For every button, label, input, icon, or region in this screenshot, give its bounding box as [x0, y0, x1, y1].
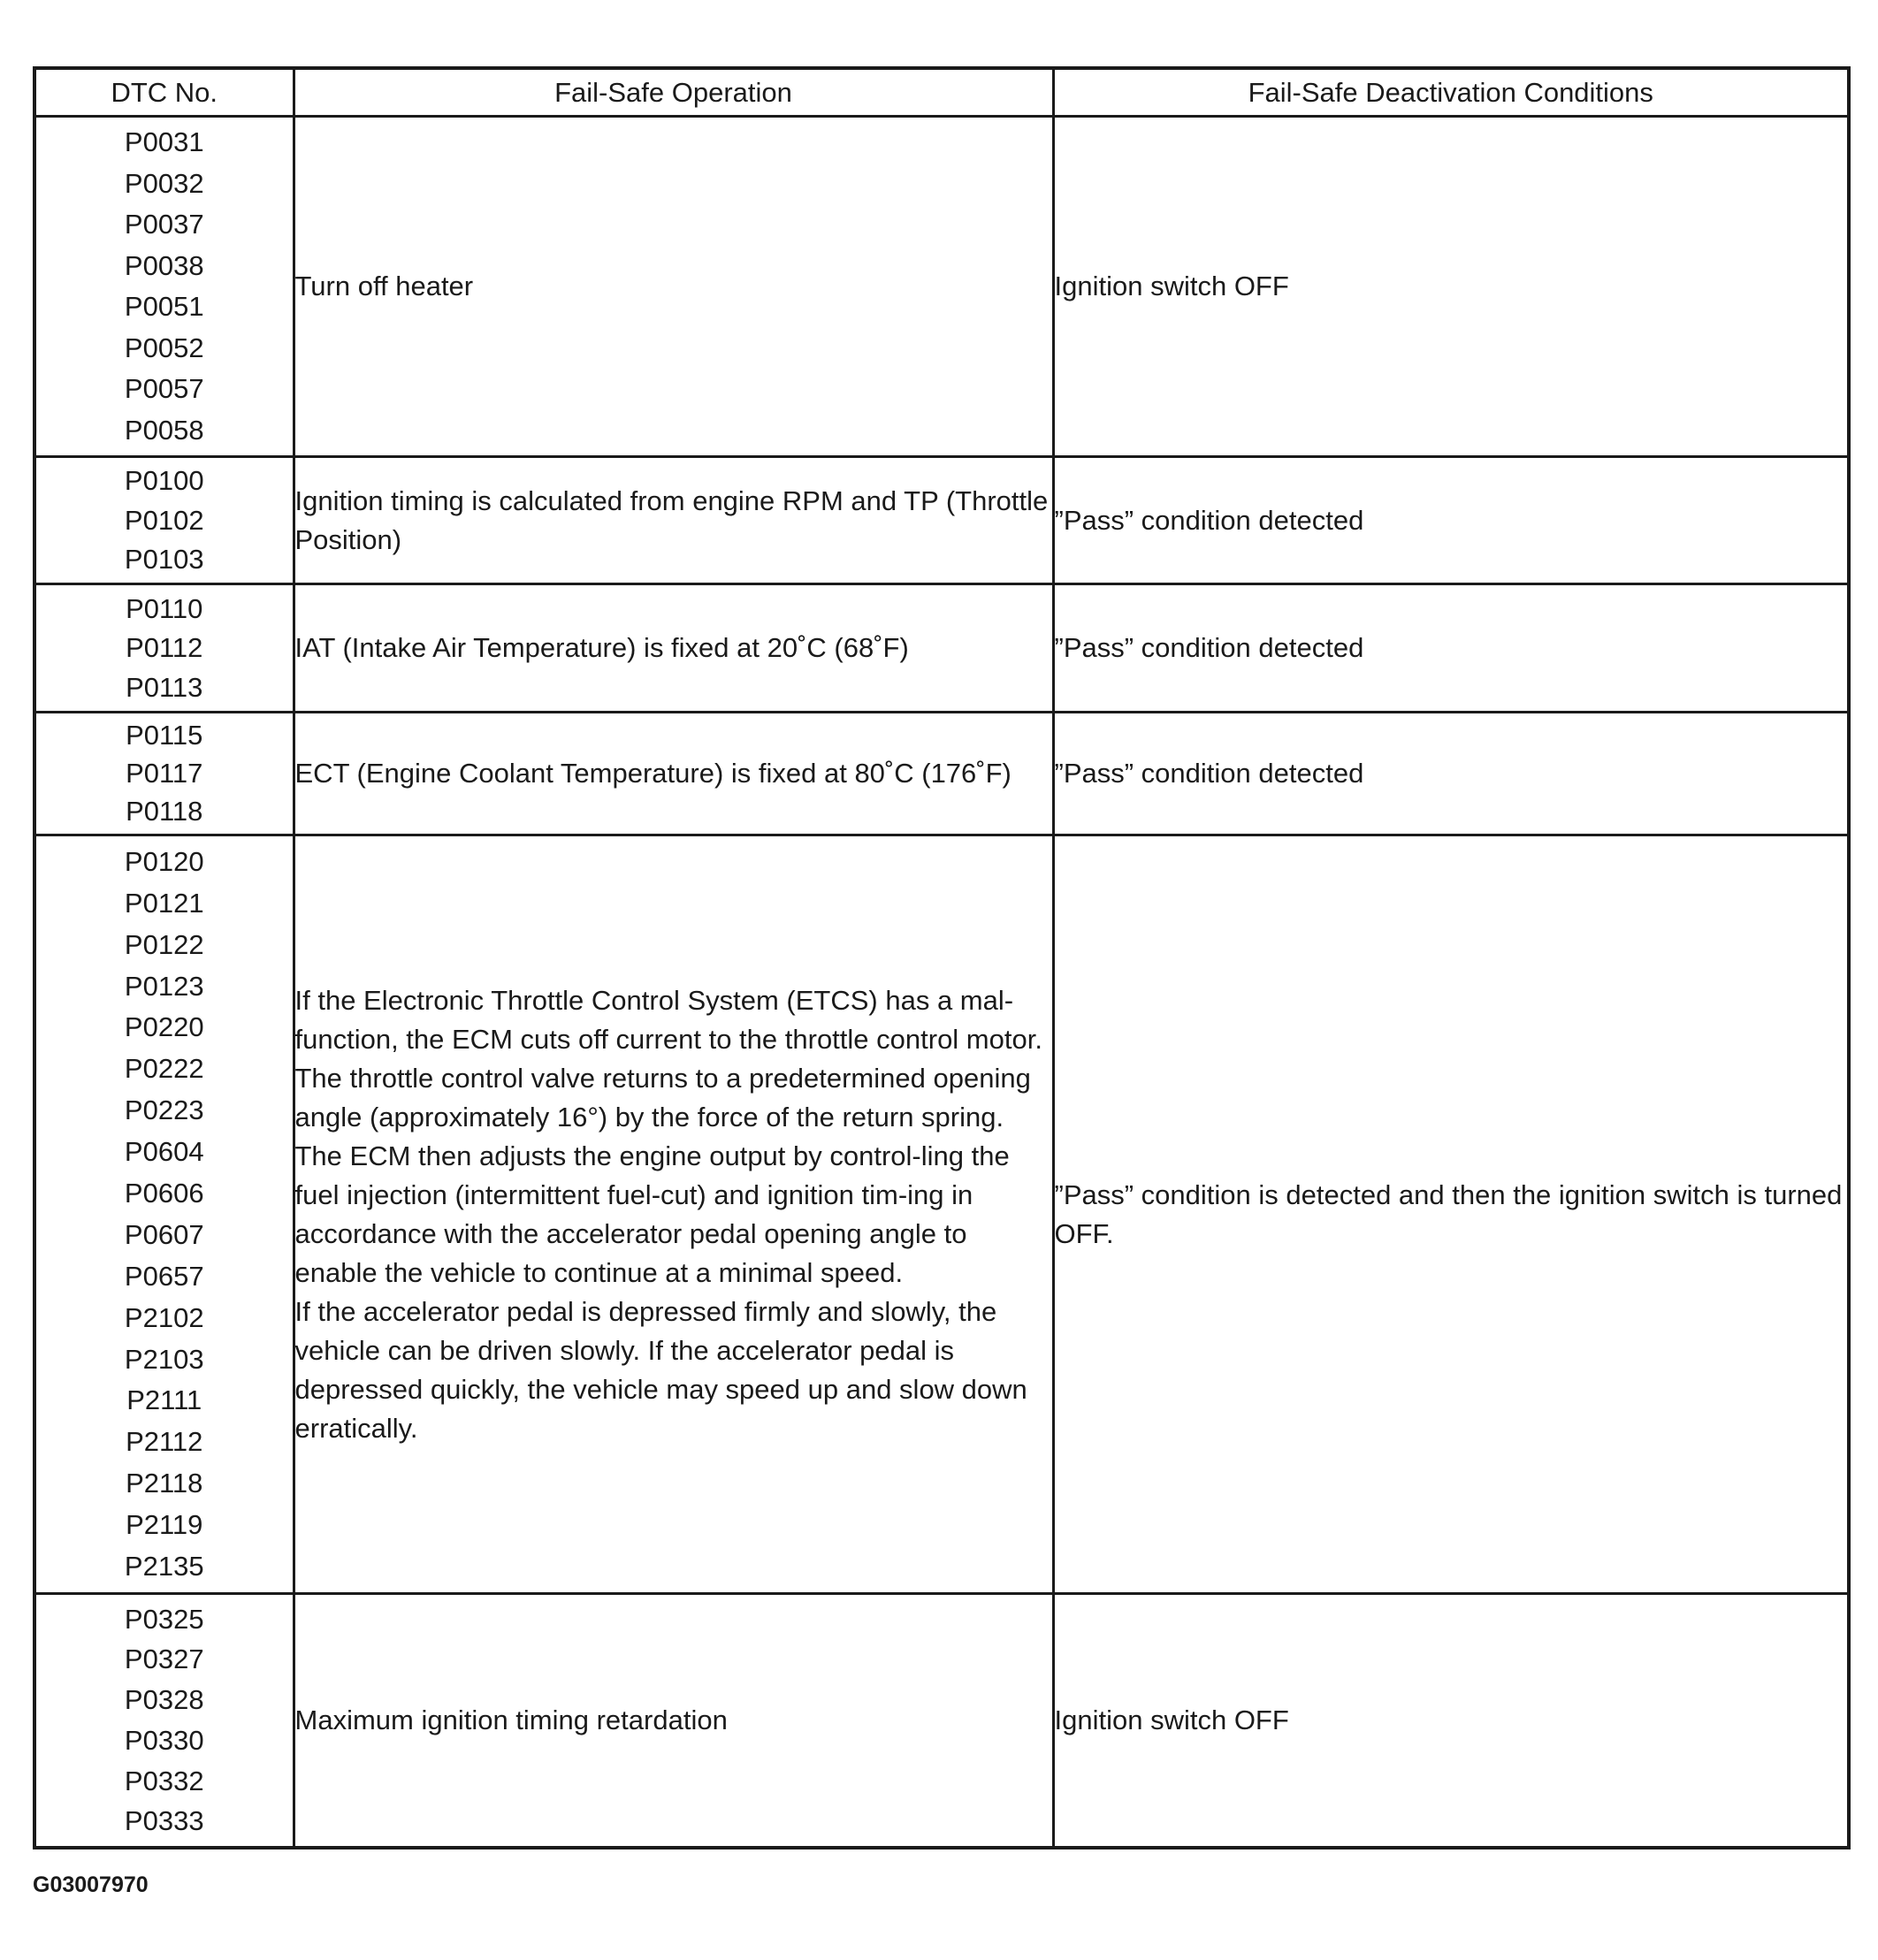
dtc-code: P0657 — [124, 1260, 204, 1292]
dtc-code: P0120 — [124, 845, 204, 877]
deactivation-condition-cell: ”Pass” condition detected — [1053, 713, 1849, 835]
dtc-code: P0057 — [124, 373, 204, 405]
dtc-code: P0118 — [126, 796, 203, 827]
dtc-code-list — [36, 1595, 293, 1846]
dtc-code: P0122 — [124, 928, 204, 960]
header-dtc-no: DTC No. — [34, 68, 294, 117]
table-row — [34, 584, 1849, 713]
dtc-code-list — [36, 836, 293, 1592]
table-row — [34, 457, 1849, 584]
dtc-code: P2112 — [126, 1426, 203, 1458]
dtc-code: P0052 — [124, 332, 204, 363]
operation-text: Maximum ignition timing retardation — [294, 1705, 728, 1735]
header-deactivation-conditions: Fail-Safe Deactivation Conditions — [1053, 68, 1849, 117]
fail-safe-table — [33, 66, 1851, 1849]
dtc-code: P0222 — [124, 1053, 204, 1085]
dtc-cell — [34, 713, 294, 835]
table-body — [34, 117, 1849, 1849]
dtc-code: P0606 — [124, 1178, 204, 1209]
dtc-code: P0038 — [124, 249, 204, 281]
dtc-code: P2135 — [124, 1551, 204, 1582]
header-fail-safe-operation: Fail-Safe Operation — [294, 68, 1053, 117]
dtc-code: P0330 — [124, 1724, 204, 1756]
dtc-code: P0223 — [124, 1094, 204, 1126]
operation-text: If the Electronic Throttle Control System (ETCS) has a mal-function, the ECM cuts off current to the throttle control motor. The throttle control valve returns to a predetermined opening angle (approximately 16°) by the force of the return spring. The ECM then adjusts the engine output by control-ling the fuel injection (intermittent fuel-cut) and ignition tim-ing in accordance with the accelerator pedal opening angle to enable the vehicle to continue at a minimal speed. — [294, 984, 1042, 1288]
dtc-code: P0115 — [126, 720, 203, 751]
deactivation-condition-cell: ”Pass” condition is detected and then the ignition switch is turned OFF. — [1053, 835, 1849, 1594]
table-row — [34, 1594, 1849, 1849]
dtc-code: P0604 — [124, 1136, 204, 1168]
deactivation-condition-cell: Ignition switch OFF — [1053, 1594, 1849, 1849]
operation-text: If the accelerator pedal is depressed firmly and slowly, the vehicle can be driven slowly. If the accelerator pedal is depressed quickly, the vehicle may speed up and slow down erratically. — [294, 1295, 1027, 1444]
deactivation-condition-cell: Ignition switch OFF — [1053, 117, 1849, 457]
dtc-code-list — [36, 118, 293, 455]
dtc-code: P0037 — [124, 209, 204, 240]
fail-safe-operation-cell — [294, 584, 1053, 713]
dtc-cell — [34, 117, 294, 457]
dtc-code-list — [36, 458, 293, 583]
dtc-code: P0220 — [124, 1011, 204, 1043]
dtc-code: P0332 — [124, 1765, 204, 1796]
dtc-code: P0328 — [124, 1684, 204, 1716]
deactivation-condition-cell: ”Pass” condition detected — [1053, 584, 1849, 713]
fail-safe-operation-cell — [294, 835, 1053, 1594]
table-row — [34, 713, 1849, 835]
dtc-code: P0117 — [126, 758, 203, 789]
dtc-code: P0123 — [124, 970, 204, 1002]
dtc-code: P0100 — [124, 465, 204, 497]
dtc-code: P0103 — [124, 543, 204, 575]
operation-text: Ignition timing is calculated from engine RPM and TP (Throttle Position) — [294, 484, 1049, 555]
operation-text: Turn off heater — [294, 271, 474, 301]
figure-id: G03007970 — [33, 1872, 149, 1897]
dtc-code: P2118 — [126, 1468, 203, 1499]
dtc-cell — [34, 1594, 294, 1849]
dtc-code: P0112 — [126, 632, 203, 663]
dtc-code: P0327 — [124, 1644, 204, 1675]
operation-text: IAT (Intake Air Temperature) is fixed at 20˚C (68˚F) — [294, 632, 909, 663]
fail-safe-operation-cell — [294, 1594, 1053, 1849]
dtc-code: P2119 — [126, 1509, 203, 1541]
fail-safe-operation-cell — [294, 713, 1053, 835]
dtc-cell — [34, 457, 294, 584]
dtc-cell — [34, 584, 294, 713]
dtc-code: P0032 — [124, 167, 204, 199]
table-row — [34, 117, 1849, 457]
dtc-cell — [34, 835, 294, 1594]
dtc-code: P2102 — [124, 1301, 204, 1333]
dtc-code: P0110 — [126, 592, 203, 624]
dtc-code: P0325 — [124, 1603, 204, 1635]
header-row — [34, 68, 1849, 117]
dtc-code: P0607 — [124, 1218, 204, 1250]
dtc-code: P0058 — [124, 414, 204, 446]
dtc-code: P0031 — [124, 126, 204, 158]
fail-safe-operation-cell — [294, 457, 1053, 584]
dtc-code: P0102 — [124, 504, 204, 536]
deactivation-condition-cell: ”Pass” condition detected — [1053, 457, 1849, 584]
table-row — [34, 835, 1849, 1594]
dtc-code: P2111 — [126, 1384, 202, 1416]
dtc-code-list — [36, 713, 293, 834]
dtc-code: P0333 — [124, 1805, 204, 1837]
fail-safe-operation-cell — [294, 117, 1053, 457]
operation-text: ECT (Engine Coolant Temperature) is fixed at 80˚C (176˚F) — [294, 758, 1012, 789]
dtc-code: P0113 — [126, 671, 203, 703]
dtc-code: P2103 — [124, 1343, 204, 1375]
dtc-code: P0051 — [124, 291, 204, 323]
dtc-code: P0121 — [124, 887, 204, 919]
dtc-code-list — [36, 585, 293, 711]
